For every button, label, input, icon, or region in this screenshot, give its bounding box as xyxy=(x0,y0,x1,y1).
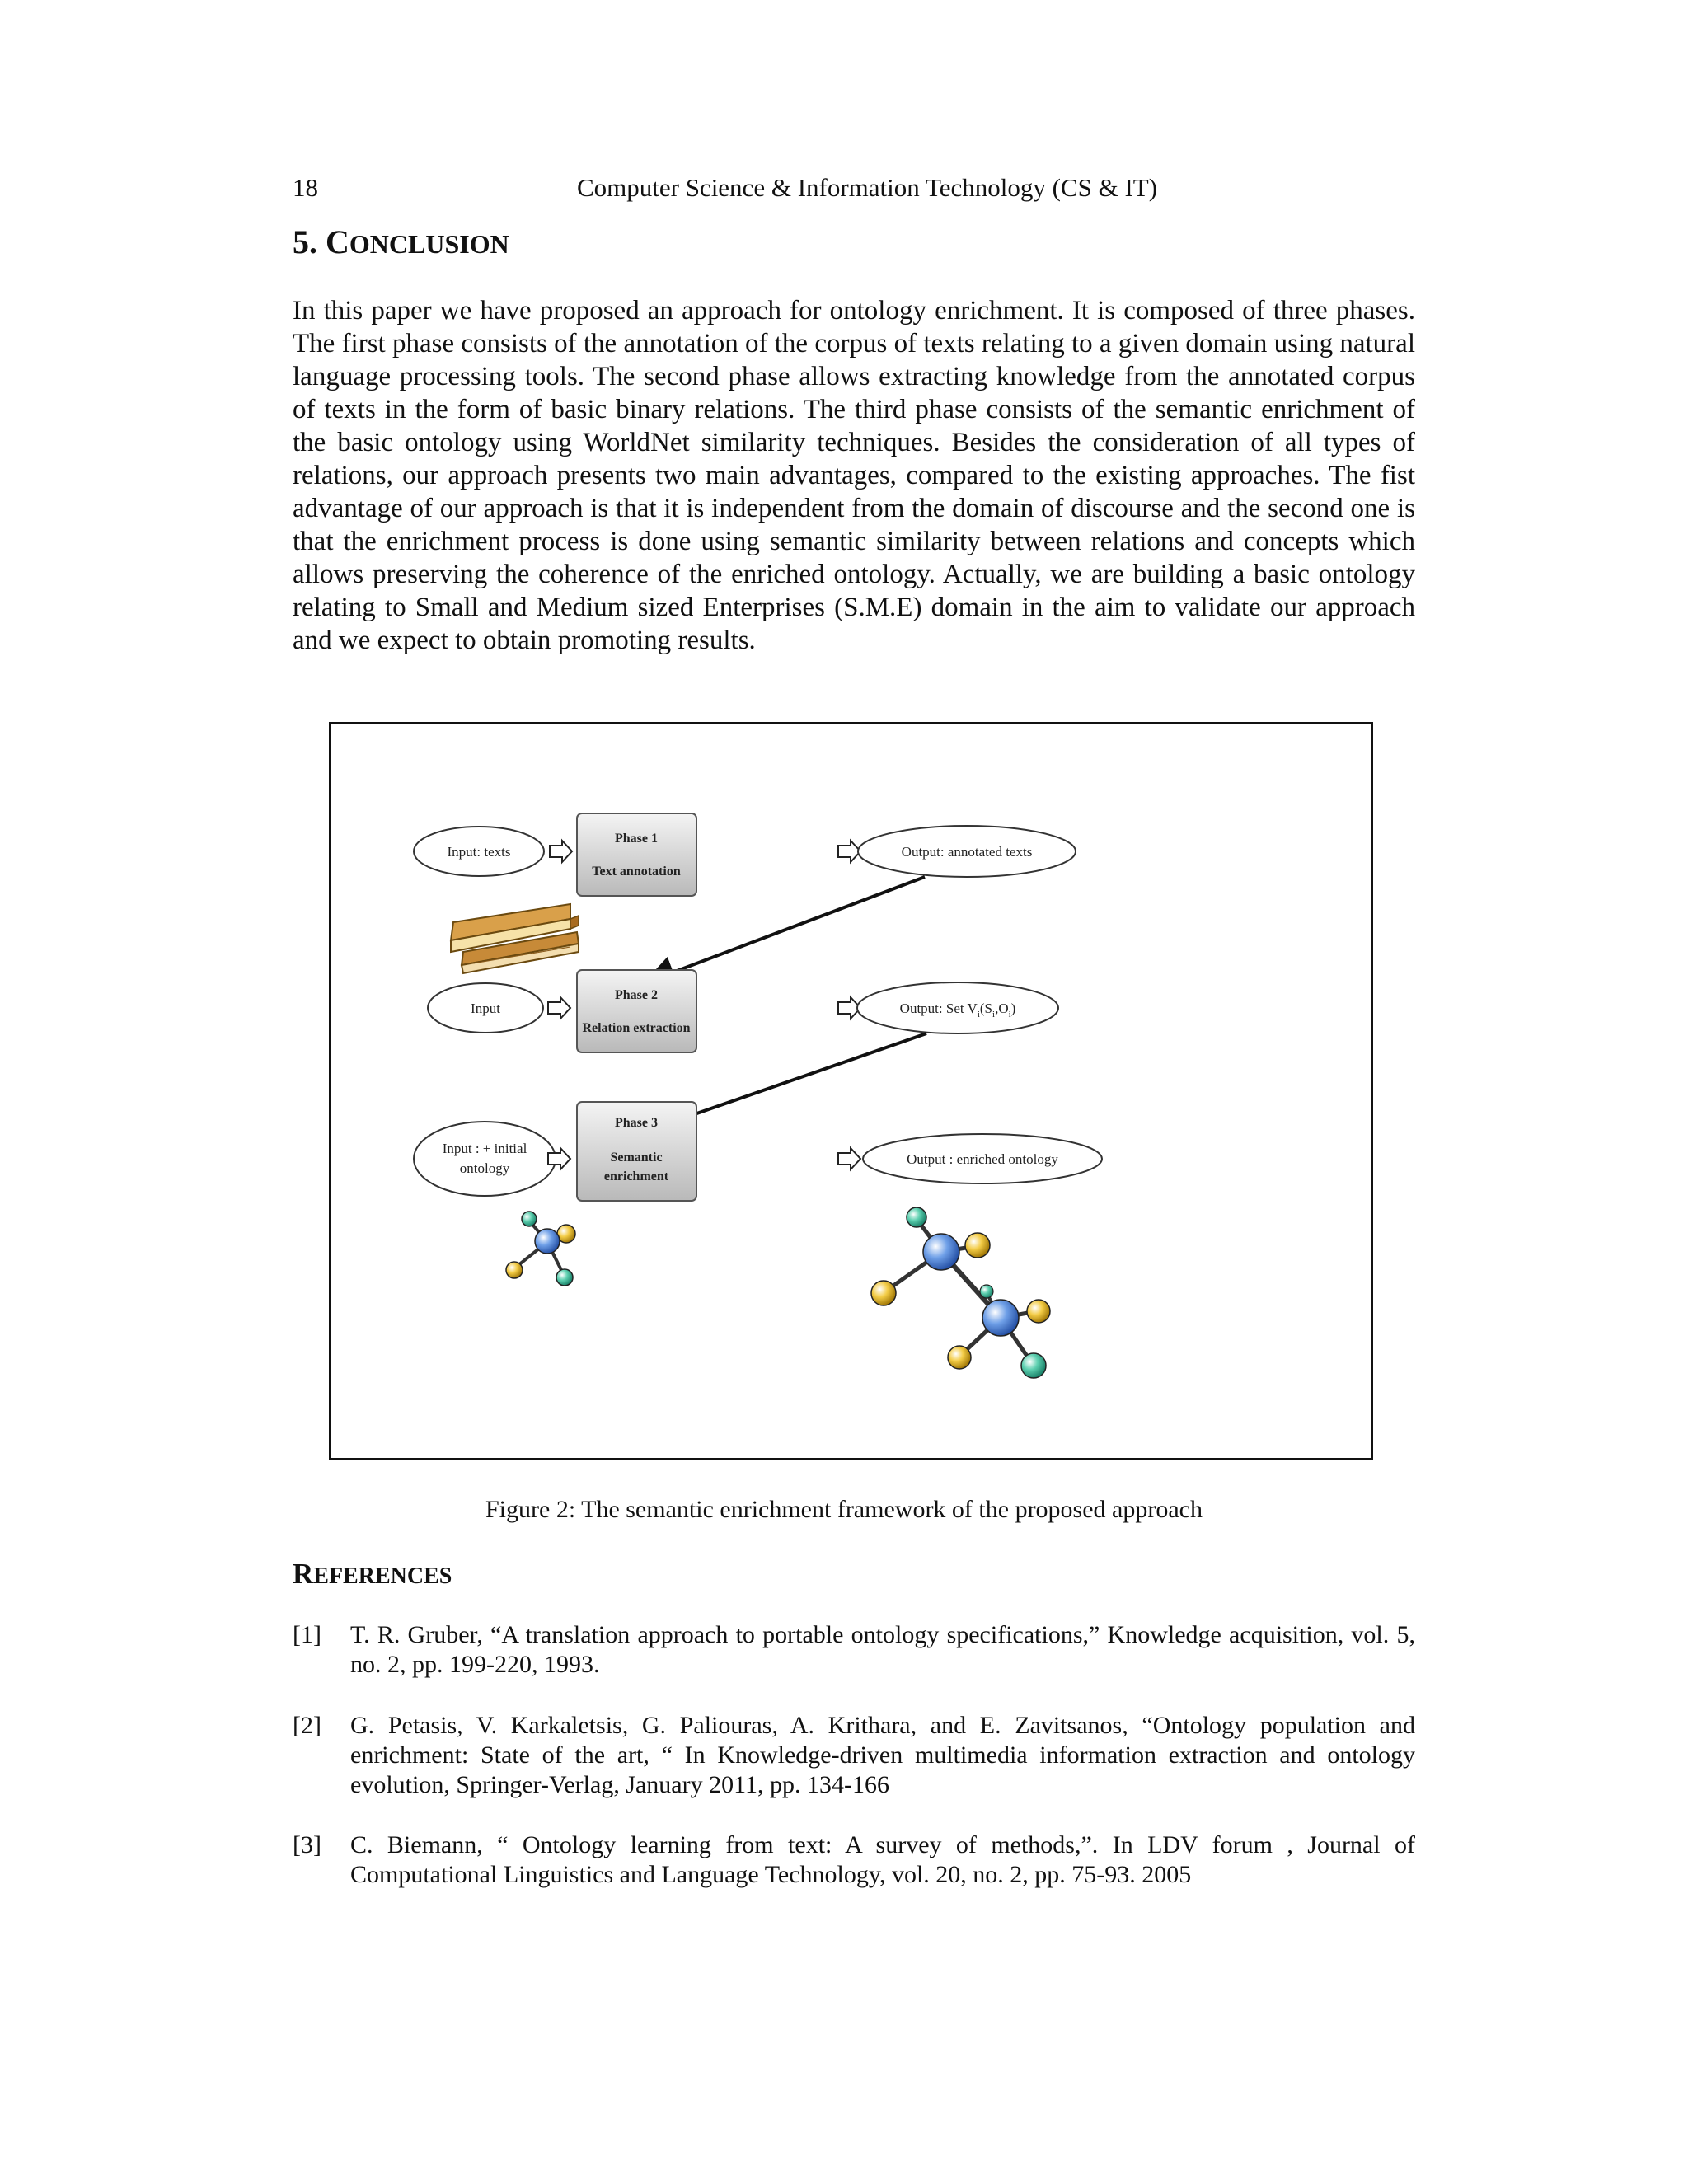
row2-output-ellipse xyxy=(857,982,1058,1033)
row3-input-ellipse xyxy=(414,1122,556,1196)
reference-text: C. Biemann, “ Ontology learning from text: A survey of methods,”. In LDV forum , Journal of Computational Linguistics and Language Technology, vol. 20, no. 2, pp. 75-93. 2005 xyxy=(350,1831,1415,1888)
molecule-large-icon xyxy=(871,1207,1050,1378)
row1-phase-box xyxy=(577,813,696,896)
row1-output-ellipse xyxy=(858,826,1076,877)
row2-task-label: Relation extraction xyxy=(582,1021,691,1035)
reference-text: G. Petasis, V. Karkaletsis, G. Paliouras, A. Krithara, and E. Zavitsanos, “Ontology population and enrichment: State of the art, “ In Knowledge-driven multimedia information extraction and ontology evolution, Springer-Verlag, January 2011, pp. 134-166 xyxy=(350,1712,1415,1798)
row3-task-line1: Semantic xyxy=(610,1151,663,1165)
references-heading xyxy=(293,1558,452,1591)
section-title-initial: C xyxy=(326,223,349,260)
row3-input-line2: ontology xyxy=(459,1160,510,1176)
reference-item xyxy=(293,1830,1415,1890)
section-title-rest: ONCLUSION xyxy=(349,229,509,259)
reference-number: [3] xyxy=(293,1831,321,1858)
framework-diagram xyxy=(331,724,1376,1463)
row1-input-ellipse xyxy=(414,827,544,876)
reference-item xyxy=(293,1711,1415,1800)
row3-input-line1: Input : + initial xyxy=(442,1141,528,1156)
row2-phase-label: Phase 2 xyxy=(615,988,658,1002)
figure-caption: Figure 2: The semantic enrichment framework of the proposed approach xyxy=(485,1496,1203,1523)
row2-phase-box xyxy=(577,970,696,1052)
row3-phase-box xyxy=(577,1102,696,1201)
row3-task-line2: enrichment xyxy=(603,1169,669,1183)
row1-arrow-right-1 xyxy=(550,841,572,862)
reference-text: T. R. Gruber, “A translation approach to portable ontology specifications,” Knowledge acquisition, vol. 5, no. 2, pp. 199-220, 1993. xyxy=(350,1621,1415,1678)
molecule-small-icon xyxy=(506,1212,575,1286)
reference-item xyxy=(293,1620,1415,1680)
row1-output-label: Output: annotated texts xyxy=(901,844,1033,860)
row3-arrow-right-2 xyxy=(838,1148,860,1169)
books-icon xyxy=(451,904,579,973)
row3-phase-label: Phase 3 xyxy=(615,1116,658,1130)
row1-phase-label: Phase 1 xyxy=(615,832,658,846)
row1-input-label: Input: texts xyxy=(447,844,511,860)
running-title: Computer Science & Information Technology (CS & IT) xyxy=(576,173,1158,202)
conclusion-paragraph: In this paper we have proposed an approach for ontology enrichment. It is composed of three phases. The first phase consists of the annotation of the corpus of texts relating to a given domain using natural language processing tools. The second phase allows extracting knowledge from the annotated corpus of texts in the form of basic binary relations. The third phase consists of the semantic enrichment of the basic ontology using WorldNet similarity techniques. Besides the consideration of all types of relations, our approach presents two main advantages, compared to the existing approaches. The fist advantage of our approach is that it is independent from the domain of discourse and the second one is that the enrichment process is done using semantic similarity between relations and concepts which allows preserving the coherence of the enriched ontology. Actually, we are building a basic ontology relating to Small and Medium sized Enterprises (S.M.E) domain in the aim to validate our approach and we expect to obtain promoting results. xyxy=(293,296,1415,655)
reference-number: [1] xyxy=(293,1621,321,1648)
row2-input-ellipse xyxy=(428,983,543,1033)
row1-task-label: Text annotation xyxy=(592,865,681,879)
row3-output-ellipse xyxy=(863,1134,1102,1183)
reference-number: [2] xyxy=(293,1712,321,1739)
section-number: 5. xyxy=(293,223,317,260)
row2-output-label: Output: Set $V_i(S_i,O_i)$ xyxy=(899,1001,1016,1019)
row2-arrow-right-1 xyxy=(548,997,570,1019)
row2-input-label: Input xyxy=(471,1001,500,1016)
row3-output-label: Output : enriched ontology xyxy=(907,1151,1058,1167)
page-number: 18 xyxy=(293,173,318,202)
references-title-rest: EFERENCES xyxy=(313,1563,452,1589)
section-heading-conclusion xyxy=(293,223,509,261)
references-title-initial: R xyxy=(293,1558,314,1590)
figure-frame xyxy=(329,722,1373,1460)
row1-arrow-right-2 xyxy=(838,841,860,862)
